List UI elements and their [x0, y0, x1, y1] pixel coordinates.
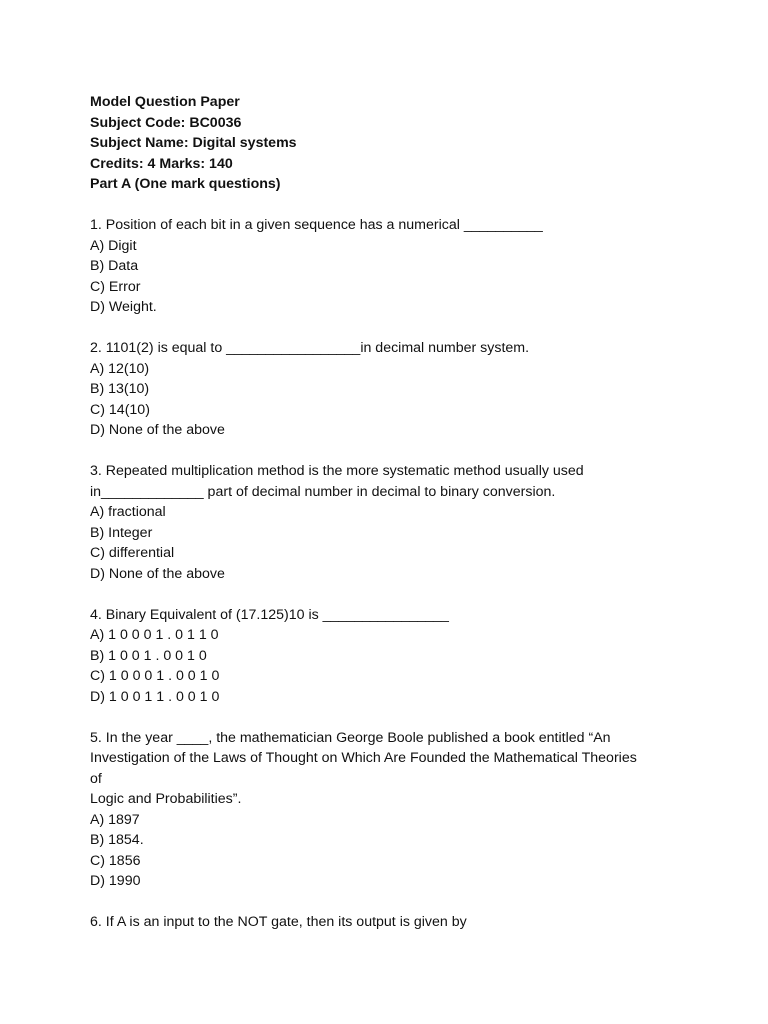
answer-option: C) 14(10)	[90, 401, 150, 418]
answer-option: B) Data	[90, 258, 139, 274]
question-stem-line: Investigation of the Laws of Thought on Which Are Founded the Mathematical Theories	[90, 750, 637, 766]
answer-option: C) differential	[90, 545, 175, 561]
question-stem-line: in_____________ part of decimal number in decimal to binary conversion.	[90, 483, 556, 500]
answer-option: D) None of the above	[90, 565, 225, 582]
paper-title: Model Question Paper	[90, 94, 240, 110]
answer-option: A) 1 0 0 0 1 . 0 1 1 0	[90, 627, 219, 643]
answer-option: C) Error	[90, 278, 141, 295]
question-paper	[90, 92, 690, 953]
answer-option: A) 1897	[90, 811, 140, 828]
question-5	[90, 728, 690, 892]
paper-header	[90, 92, 690, 195]
answer-option: A) Digit	[90, 237, 137, 254]
answer-option: A) 12(10)	[90, 360, 150, 377]
question-stem-line: of	[90, 770, 102, 787]
answer-option: C) 1856	[90, 852, 141, 869]
answer-option: D) 1 0 0 1 1 . 0 0 1 0	[90, 688, 220, 705]
answer-option: B) 1 0 0 1 . 0 0 1 0	[90, 647, 207, 664]
answer-option: D) 1990	[90, 873, 141, 889]
question-list	[90, 215, 690, 933]
credits-marks: Credits: 4 Marks: 140	[90, 155, 233, 172]
question-3	[90, 461, 690, 584]
question-stem-line: 1. Position of each bit in a given sequence has a numerical __________	[90, 217, 543, 233]
part-heading: Part A (One mark questions)	[90, 176, 281, 192]
answer-option: D) Weight.	[90, 299, 157, 315]
answer-option: B) 1854.	[90, 832, 144, 848]
answer-option: A) fractional	[90, 504, 166, 520]
question-stem-line: 6. If A is an input to the NOT gate, then its output is given by	[90, 914, 467, 930]
answer-option: D) None of the above	[90, 422, 225, 438]
question-stem-line: 3. Repeated multiplication method is the more systematic method usually used	[90, 463, 584, 479]
question-2	[90, 338, 690, 441]
question-1	[90, 215, 690, 318]
question-stem-line: Logic and Probabilities”.	[90, 791, 242, 807]
question-6	[90, 912, 690, 933]
subject-name: Subject Name: Digital systems	[90, 135, 297, 151]
answer-option: C) 1 0 0 0 1 . 0 0 1 0	[90, 668, 220, 684]
question-stem-line: 2. 1101(2) is equal to _________________in decimal number system.	[90, 340, 530, 356]
answer-option: B) Integer	[90, 524, 153, 541]
question-4	[90, 605, 690, 708]
answer-option: B) 13(10)	[90, 381, 150, 397]
header-spacer	[90, 195, 690, 216]
question-stem-line: 4. Binary Equivalent of (17.125)10 is ________________	[90, 606, 449, 623]
question-stem-line: 5. In the year ____, the mathematician George Boole published a book entitled “An	[90, 729, 611, 746]
subject-code: Subject Code: BC0036	[90, 114, 242, 131]
